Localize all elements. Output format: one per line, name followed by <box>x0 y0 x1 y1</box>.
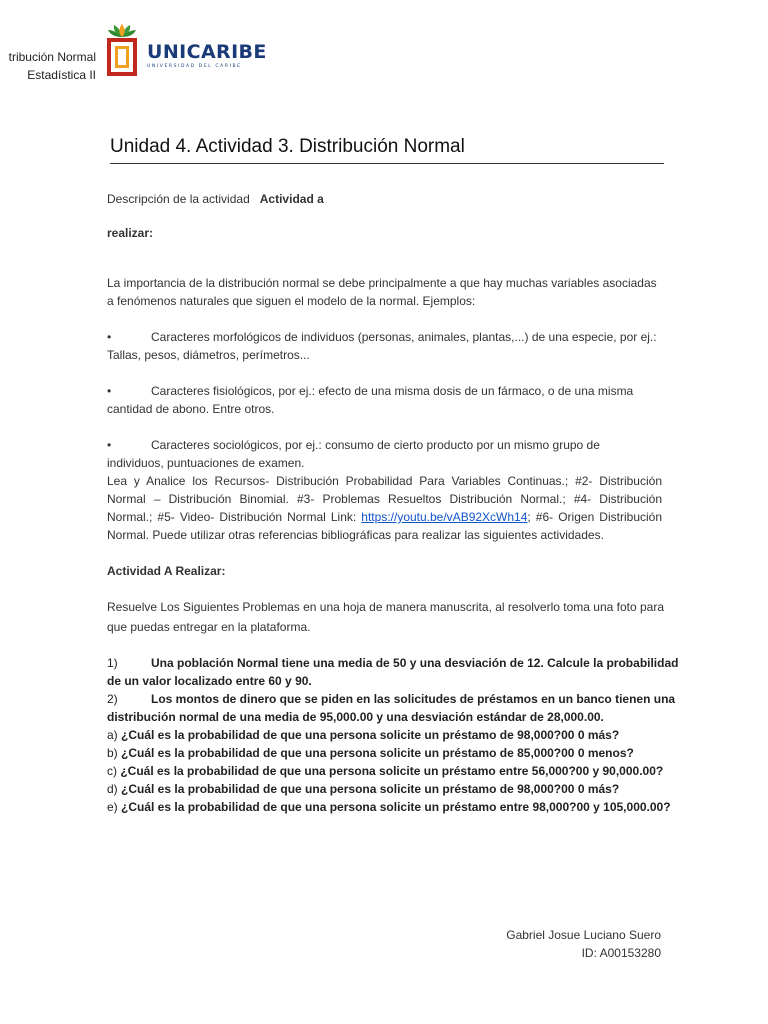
logo-name: UNICARIBE <box>147 41 267 63</box>
logo-emblem <box>106 24 138 78</box>
course-header <box>9 48 96 84</box>
description-bold-part1: Actividad a <box>259 192 324 206</box>
resources-text-after: ; #6- Origen Distribución Normal. Puede utilizar otras referencias bibliográficas para realizar las siguientes actividades. <box>107 510 663 542</box>
page-title: Unidad 4. Actividad 3. Distribución Normal <box>110 136 664 164</box>
question-item <box>107 726 662 744</box>
question-letter: e) <box>107 800 118 814</box>
course-subject-line1: tribución Normal <box>8 50 96 64</box>
problem-line2: de un valor localizado entre 60 y 90. <box>107 674 312 688</box>
author-id: ID: A00153280 <box>581 946 661 960</box>
intro-line2: a fenómenos naturales que siguen el modelo de la normal. Ejemplos: <box>107 294 476 308</box>
bullet-marker: • <box>107 438 112 452</box>
question-text: ¿Cuál es la probabilidad de que una persona solicite un préstamo de 98,000?00 0 más? <box>121 782 620 796</box>
intro-paragraph <box>107 274 662 310</box>
resources-text: Lea y Analice los Recursos- Distribución Probabilidad Para Variables Continuas.; #2- Distribución Normal – Distribución Binomial. #3- Problemas Resueltos Distribución Normal.; #4- Distribución Normal.; #5- Video- Distribución Normal Link: <box>107 474 662 524</box>
problem-line1: Una población Normal tiene una media de 50 y una desviación de 12. Calcule la probabilidad <box>151 656 679 670</box>
author-block <box>506 926 661 962</box>
logo-text <box>147 33 267 69</box>
bullet-item <box>107 328 662 364</box>
author-name: Gabriel Josue Luciano Suero <box>506 928 661 942</box>
document-body <box>107 190 679 816</box>
instructions-line2: que puedas entregar en la plataforma. <box>107 620 311 634</box>
activity-heading: Actividad A Realizar: <box>107 564 226 578</box>
question-text: ¿Cuál es la probabilidad de que una persona solicite un préstamo de 98,000?00 0 más? <box>121 728 620 742</box>
logo-subtitle: UNIVERSIDAD DEL CARIBE <box>147 64 242 69</box>
description-bold-part2: realizar: <box>107 226 154 240</box>
question-item <box>107 744 662 762</box>
question-letter: d) <box>107 782 118 796</box>
problem-line1: Los montos de dinero que se piden en las solicitudes de préstamos en un banco tienen una <box>151 692 676 706</box>
bullet-item <box>107 436 662 472</box>
leaves-icon <box>108 24 136 38</box>
question-item <box>107 780 662 798</box>
question-text: ¿Cuál es la probabilidad de que una persona solicite un préstamo de 85,000?00 0 menos? <box>121 746 634 760</box>
resources-paragraph <box>107 472 662 544</box>
problems-section <box>107 654 679 816</box>
logo-frame <box>107 38 137 76</box>
question-letter: a) <box>107 728 118 742</box>
logo-inner-frame <box>115 46 129 68</box>
bullet-line1: Caracteres fisiológicos, por ej.: efecto de una misma dosis de un fármaco, o de una misma <box>151 384 634 398</box>
video-link[interactable]: https://youtu.be/vAB92XcWh14 <box>361 510 528 524</box>
bullet-line1: Caracteres sociológicos, por ej.: consumo de cierto producto por un mismo grupo de <box>151 438 600 452</box>
instructions-paragraph <box>107 598 662 636</box>
description-line <box>107 190 662 208</box>
problem-line2: distribución normal de una media de 95,000.00 y una desviación estándar de 28,000.00. <box>107 710 604 724</box>
problem-item <box>107 690 676 708</box>
question-item <box>107 762 662 780</box>
question-letter: b) <box>107 746 118 760</box>
description-label: Descripción de la actividad <box>107 192 250 206</box>
bullet-marker: • <box>107 384 112 398</box>
bullet-line2: cantidad de abono. Entre otros. <box>107 402 275 416</box>
problem-number: 2) <box>107 692 118 706</box>
question-text: ¿Cuál es la probabilidad de que una persona solicite un préstamo entre 98,000?00 y 105,000.00? <box>121 800 671 814</box>
bullet-item <box>107 382 662 418</box>
question-item <box>107 798 671 816</box>
bullet-line2: individuos, puntuaciones de examen. <box>107 456 305 470</box>
bullet-line2: Tallas, pesos, diámetros, perímetros... <box>107 348 310 362</box>
question-letter: c) <box>107 764 117 778</box>
course-subject-line2: Estadística II <box>27 68 96 82</box>
problem-item <box>107 654 679 672</box>
question-text: ¿Cuál es la probabilidad de que una persona solicite un préstamo entre 56,000?00 y 90,000.00? <box>120 764 664 778</box>
intro-line1: La importancia de la distribución normal se debe principalmente a que hay muchas variables asociadas <box>107 276 657 290</box>
unicaribe-logo <box>106 24 267 78</box>
instructions-line1: Resuelve Los Siguientes Problemas en una hoja de manera manuscrita, al resolverlo toma una foto para <box>107 600 664 614</box>
problem-number: 1) <box>107 656 118 670</box>
bullet-marker: • <box>107 330 112 344</box>
bullet-line1: Caracteres morfológicos de individuos (personas, animales, plantas,...) de una especie, por ej.: <box>151 330 657 344</box>
